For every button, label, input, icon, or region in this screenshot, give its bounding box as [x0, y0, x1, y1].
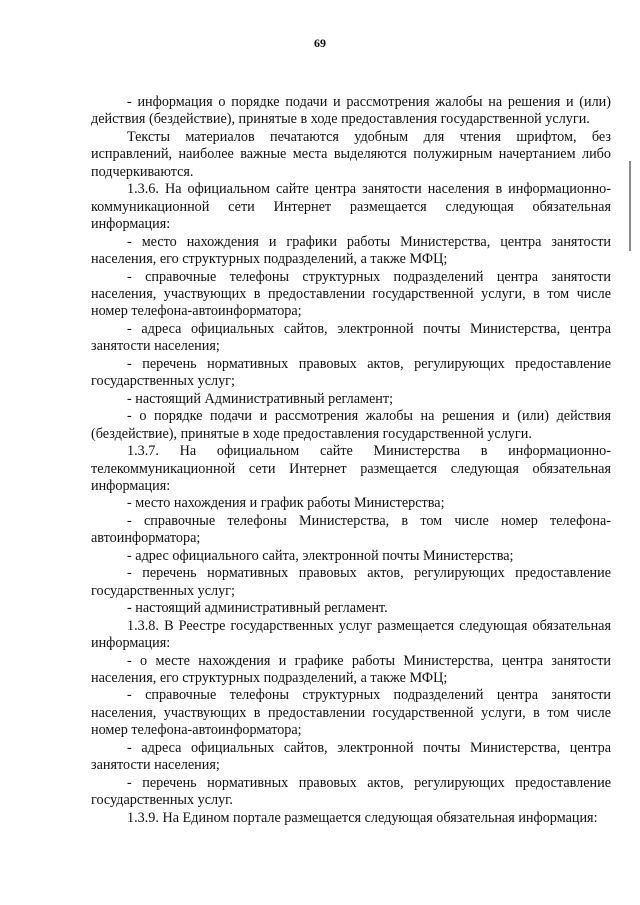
list-item: - перечень нормативных правовых актов, регулирующих предоставление государственных услуг; [91, 355, 611, 390]
list-item: - о месте нахождения и графике работы Министерства, центра занятости населения, его структурных подразделений, а также МФЦ; [91, 652, 611, 686]
list-item: - справочные телефоны структурных подразделений центра занятости населения, участвующих в предоставлении государственной услуги, в том числе номер телефона-автоинформатора; [91, 687, 611, 739]
section-heading-1-3-8: 1.3.8. В Реестре государственных услуг размещается следующая обязательная информация: [91, 617, 611, 652]
list-item: - адреса официальных сайтов, электронной почты Министерства, центра занятости населения; [91, 320, 611, 355]
list-item: - место нахождения и графики работы Министерства, центра занятости населения, его структурных подразделений, а также МФЦ; [91, 233, 611, 268]
section-heading-1-3-9: 1.3.9. На Едином портале размещается следующая обязательная информация: [127, 809, 598, 826]
paragraph: Тексты материалов печатаются удобным для чтения шрифтом, без исправлений, наиболее важные места выделяются полужирным начертанием либо подчеркиваются. [91, 128, 611, 180]
list-item: - настоящий Административный регламент; [127, 390, 394, 407]
page-number: 69 [314, 36, 326, 50]
section-heading-1-3-7: 1.3.7. На официальном сайте Министерства в информационно-телекоммуникационной сети Интернет размещается следующая обязательная информация: [91, 443, 611, 494]
body-text [91, 94, 611, 827]
list-item: - о порядке подачи и рассмотрения жалобы на решения и (или) действия (бездействие), принятые в ходе предоставления государственной услуги. [91, 408, 611, 442]
list-item: - адреса официальных сайтов, электронной почты Министерства, центра занятости населения; [91, 739, 611, 774]
list-item: - справочные телефоны структурных подразделений центра занятости населения, участвующих в предоставлении государственной услуги, в том числе номер телефона-автоинформатора; [91, 268, 611, 320]
section-heading-1-3-6: 1.3.6. На официальном сайте центра занятости населения в информационно-коммуникационной сети Интернет размещается следующая обязательная информация: [91, 181, 611, 233]
list-item: - справочные телефоны Министерства, в том числе номер телефона-автоинформатора; [91, 512, 611, 547]
list-item: - настоящий административный регламент. [127, 600, 388, 617]
list-item: - перечень нормативных правовых актов, регулирующих предоставление государственных услуг. [91, 774, 611, 809]
list-item: - место нахождения и график работы Министерства; [127, 495, 445, 512]
list-item: - перечень нормативных правовых актов, регулирующих предоставление государственных услуг; [91, 565, 611, 599]
scan-edge-mark [629, 161, 631, 251]
paragraph: - информация о порядке подачи и рассмотрения жалобы на решения и (или) действия (бездействие), принятые в ходе предоставления государственной услуги. [91, 94, 611, 128]
list-item: - адрес официального сайта, электронной почты Министерства; [127, 547, 514, 564]
